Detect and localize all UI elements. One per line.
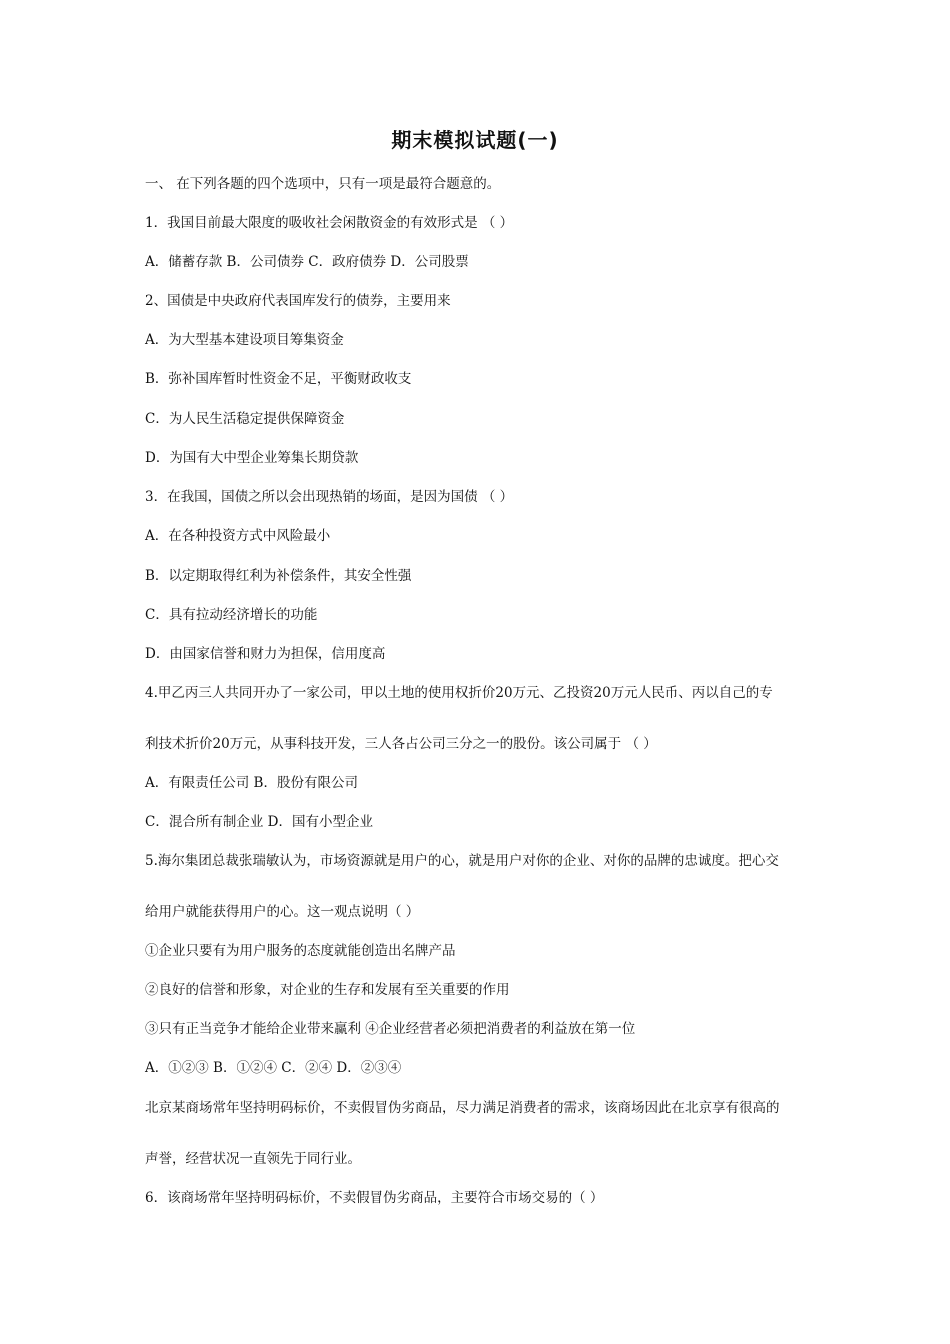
material-line-1: 北京某商场常年坚持明码标价，不卖假冒伪劣商品，尽力满足消费者的需求，该商场因此在北京享有很高的	[145, 1100, 780, 1116]
question-5-line-1: 5.海尔集团总裁张瑞敏认为，市场资源就是用户的心，就是用户对你的企业、对你的品牌的忠诚度。把心交	[145, 853, 779, 869]
page-title: 期末模拟试题(一)	[391, 128, 559, 152]
question-2-option-b: B．弥补国库暂时性资金不足，平衡财政收支	[145, 371, 412, 387]
question-5-options: A．①②③ B．①②④ C．②④ D．②③④	[145, 1060, 402, 1076]
question-1: 1．我国目前最大限度的吸收社会闲散资金的有效形式是 （ ）	[145, 215, 514, 231]
material-line-2: 声誉，经营状况一直领先于同行业。	[145, 1151, 361, 1167]
question-2-option-d: D．为国有大中型企业筹集长期贷款	[145, 450, 359, 466]
statement-2: ②良好的信誉和形象，对企业的生存和发展有至关重要的作用	[145, 982, 510, 998]
question-6: 6．该商场常年坚持明码标价，不卖假冒伪劣商品，主要符合市场交易的（ ）	[145, 1190, 604, 1206]
question-3-option-b: B．以定期取得红利为补偿条件，其安全性强	[145, 568, 412, 584]
question-4-options-ab: A．有限责任公司 B．股份有限公司	[145, 775, 358, 791]
question-5-line-2: 给用户就能获得用户的心。这一观点说明（ ）	[145, 904, 420, 920]
question-3: 3．在我国，国债之所以会出现热销的场面，是因为国债 （ ）	[145, 489, 514, 505]
question-3-option-a: A．在各种投资方式中风险最小	[145, 528, 331, 544]
question-4-options-cd: C．混合所有制企业 D．国有小型企业	[145, 814, 373, 830]
question-3-option-d: D．由国家信誉和财力为担保，信用度高	[145, 646, 386, 662]
question-2-option-c: C．为人民生活稳定提供保障资金	[145, 411, 345, 427]
statement-3-4: ③只有正当竞争才能给企业带来赢利 ④企业经营者必须把消费者的利益放在第一位	[145, 1021, 636, 1037]
question-2-option-a: A．为大型基本建设项目筹集资金	[145, 332, 344, 348]
question-1-options: A．储蓄存款 B．公司债券 C．政府债券 D．公司股票	[145, 254, 469, 270]
statement-1: ①企业只要有为用户服务的态度就能创造出名牌产品	[145, 943, 456, 959]
section-heading: 一、 在下列各题的四个选项中，只有一项是最符合题意的。	[145, 176, 501, 192]
question-4-line-1: 4.甲乙丙三人共同开办了一家公司，甲以土地的使用权折价20万元、乙投资20万元人民币、丙以自己的专	[145, 685, 773, 701]
question-4-line-2: 利技术折价20万元，从事科技开发，三人各占公司三分之一的股份。该公司属于 （ ）	[145, 736, 657, 752]
question-2: 2、国债是中央政府代表国库发行的债券，主要用来	[145, 293, 451, 309]
question-3-option-c: C．具有拉动经济增长的功能	[145, 607, 318, 623]
